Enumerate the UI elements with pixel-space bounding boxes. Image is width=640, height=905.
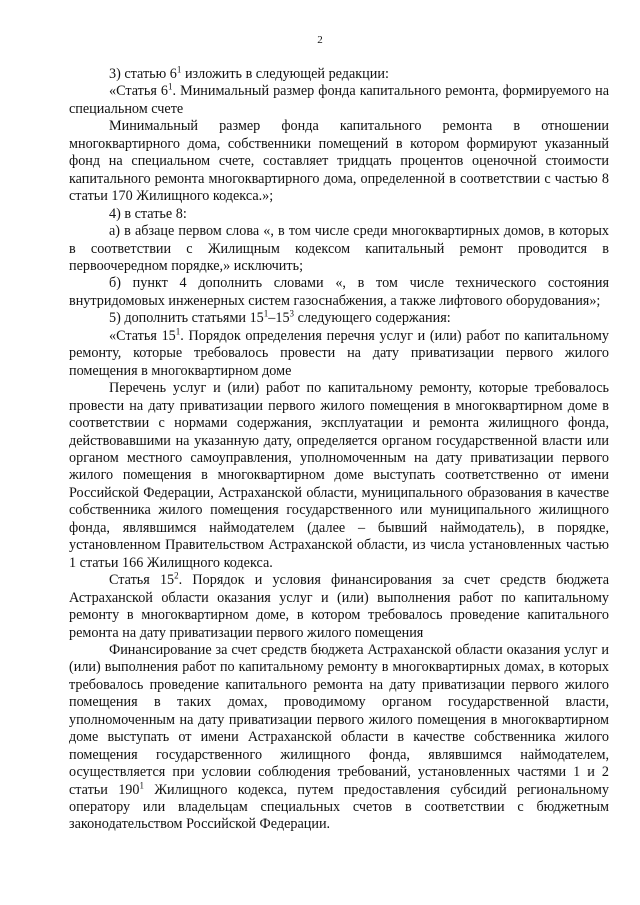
paragraph-article-8-b: б) пункт 4 дополнить словами «, в том числе технического состояния внутридомовых инженерных систем газоснабжения, а также лифтового оборудования»; xyxy=(69,275,609,309)
paragraph-article-15-1-body: Перечень услуг и (или) работ по капитальному ремонту, которые требовалось провести на дату приватизации первого жилого помещения в многоквартирном доме в соответствии с нормами содержания, эксплуатации и ремонта жилищного фонда, действовавшими на указанную дату, определяется органом государственной власти или органом местного самоуправления, уполномоченным на дату приватизации первого жилого помещения в многоквартирном доме выступать соответственно от имени Российской Федерации, Астраханской области, муниципального образования в качестве собственника жилого помещения государственного или муниципального жилищного фонда, являвшимся наймодателем (далее – бывший наймодатель), в порядке, установленном Правительством Астраханской области, из числа установленных частью 1 статьи 166 Жилищного кодекса. xyxy=(69,380,609,571)
paragraph-article-15-1-title: «Статья $15^1$. Порядок определения перечня услуг и (или) работ по капитальному ремонту, которые требовалось провести на дату приватизации первого жилого помещения в многоквартирном доме xyxy=(69,326,609,379)
page-number: 2 xyxy=(317,34,323,46)
paragraph-add-articles: 5) дополнить статьями $15^1-15^3$ следующего содержания: xyxy=(109,308,451,327)
paragraph-article-15-2-body: Финансирование за счет средств бюджета Астраханской области оказания услуг и (или) выполнения работ по капитальному ремонту в многоквартирных домах, в которых требовалось проведение капитального ремонта на дату приватизации первого жилого помещения в таких домах, проводимому органом государственной власти, уполномоченным на дату приватизации первого жилого помещения в многоквартирном доме выступать от имени Астраханской области в качестве собственника жилого помещения государственного жилищного фонда, являвшимся наймодателем, осуществляется при условии соблюдения требований, установленных частями 1 и 2 статьи $190^1$ Жилищного кодекса, путем предоставления субсидий региональному оператору или владельцам специальных счетов в соответствии с бюджетным законодательством Российской Федерации. xyxy=(69,641,609,833)
paragraph-article-8: 4) в статье 8: xyxy=(109,205,187,222)
paragraph-article-6-1-body: Минимальный размер фонда капитального ремонта в отношении многоквартирного дома, собственники помещений в котором формируют указанный фонд на специальном счете, составляет тридцать процентов оценочной стоимости капитального ремонта многоквартирного дома, определенной в соответствии с частью 8 статьи 170 Жилищного кодекса.»; xyxy=(69,118,609,205)
document-body xyxy=(69,66,609,834)
paragraph-article-6-1-title: «Статья $6^1$. Минимальный размер фонда капитального ремонта, формируемого на специальном счете xyxy=(69,81,609,117)
paragraph-article-8-a: а) в абзаце первом слова «, в том числе среди многоквартирных домов, в которых в соответствии с Жилищным кодексом капитальный ремонт проводится в первоочередном порядке,» исключить; xyxy=(69,223,609,274)
paragraph-article-6-1-amendment: 3) статью $6^1$ изложить в следующей редакции: xyxy=(109,64,389,82)
paragraph-article-15-2-title: Статья $15^2$. Порядок и условия финансирования за счет средств бюджета Астраханской области оказания услуг и (или) выполнения работ по капитальному ремонту в многоквартирном доме, в котором требовалось проведение капитального ремонта на дату приватизации первого жилого помещения xyxy=(69,570,609,641)
